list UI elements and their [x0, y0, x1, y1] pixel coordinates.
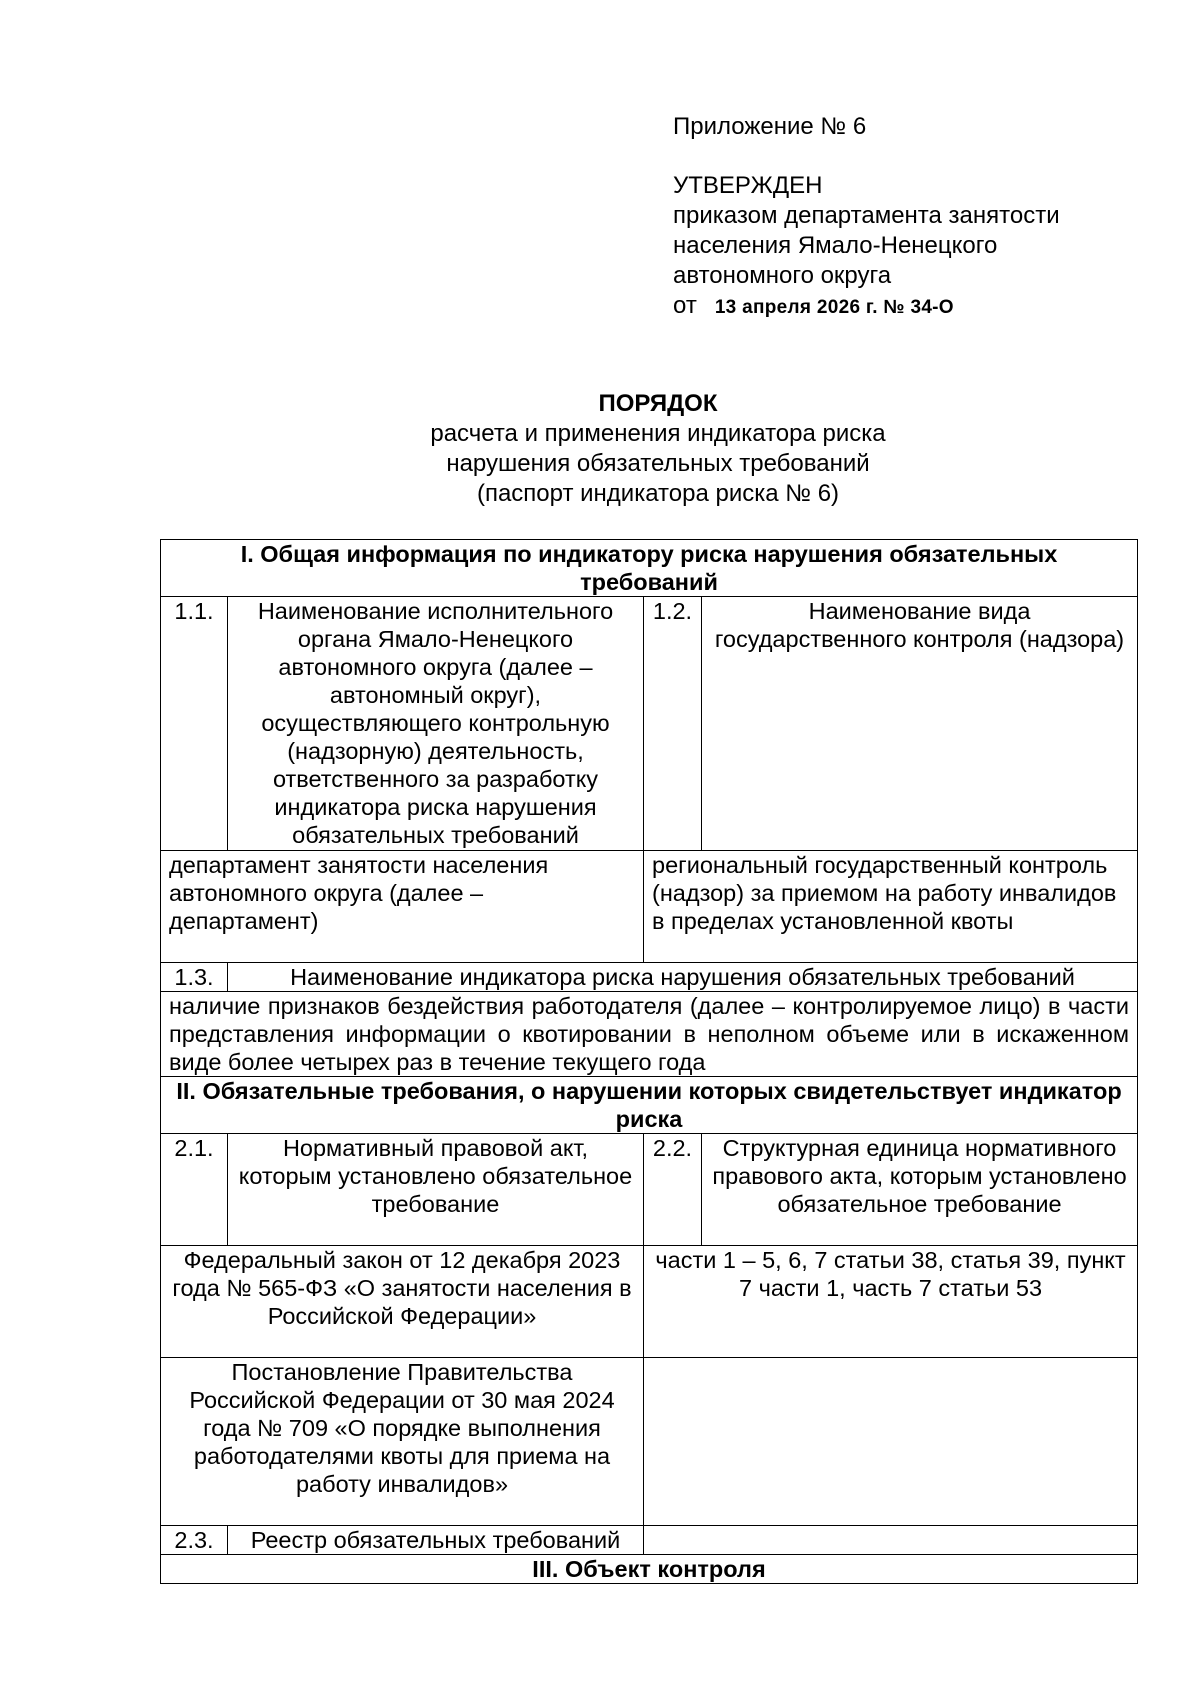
item-number-1-3: 1.3.	[161, 963, 228, 992]
approved-label: УТВЕРЖДЕН	[673, 172, 823, 199]
structural-units-federal-law: части 1 – 5, 6, 7 статьи 38, статья 39, пункт 7 части 1, часть 7 статьи 53	[644, 1246, 1138, 1358]
value-control-type: региональный государственный контроль (надзор) за приемом на работу инвалидов в пределах установленной квоты	[644, 851, 1138, 963]
order-date-number: 13 апреля 2026 г. № 34-О	[714, 297, 954, 318]
item-number-2-3: 2.3.	[161, 1526, 228, 1555]
value-risk-indicator-name: наличие признаков бездействия работодателя (далее – контролируемое лицо) в части представления информации о квотировании в неполном объеме или в искаженном виде более четырех раз в течение текущего года	[161, 992, 1138, 1077]
approval-order-line-1: приказом департамента занятости	[673, 202, 1060, 229]
approval-order-line-3: автономного округа	[673, 262, 892, 289]
value-requirements-registry	[644, 1526, 1138, 1555]
risk-indicator-passport-table	[160, 539, 1138, 1584]
header-legal-act: Нормативный правовой акт, которым установлено обязательное требование	[228, 1134, 644, 1246]
header-executive-body: Наименование исполнительного органа Ямало-Ненецкого автономного округа (далее – автономный округ), осуществляющего контрольную (надзорную) деятельность, ответственного за разработку индикатора риска нарушения обязательных требований	[228, 597, 644, 851]
section-2-header: II. Обязательные требования, о нарушении которых свидетельствует индикатор риска	[161, 1077, 1138, 1134]
item-number-2-2: 2.2.	[644, 1134, 702, 1246]
section-1-header: I. Общая информация по индикатору риска нарушения обязательных требований	[161, 540, 1138, 597]
title-heading: ПОРЯДОК	[598, 390, 718, 417]
approval-order-line-2: населения Ямало-Ненецкого	[673, 232, 998, 259]
header-requirements-registry: Реестр обязательных требований	[228, 1526, 644, 1555]
item-number-2-1: 2.1.	[161, 1134, 228, 1246]
document-title	[0, 389, 1200, 509]
approval-date-line	[673, 291, 1133, 323]
title-line-1: расчета и применения индикатора риска	[430, 420, 886, 447]
title-line-2: нарушения обязательных требований	[446, 450, 870, 477]
legal-act-government-decree: Постановление Правительства Российской Федерации от 30 мая 2024 года № 709 «О порядке выполнения работодателями квоты для приема на работу инвалидов»	[161, 1358, 644, 1526]
header-control-type: Наименование вида государственного контроля (надзора)	[702, 597, 1138, 851]
title-line-3: (паспорт индикатора риска № 6)	[476, 480, 840, 507]
appendix-number: Приложение № 6	[673, 113, 867, 140]
header-structural-unit: Структурная единица нормативного правового акта, которым установлено обязательное требование	[702, 1134, 1138, 1246]
approval-block	[673, 112, 1133, 323]
section-3-header: III. Объект контроля	[161, 1555, 1138, 1584]
structural-units-government-decree	[644, 1358, 1138, 1526]
value-executive-body: департамент занятости населения автономного округа (далее – департамент)	[161, 851, 644, 963]
date-prefix: от	[673, 292, 697, 319]
item-number-1-1: 1.1.	[161, 597, 228, 851]
item-number-1-2: 1.2.	[644, 597, 702, 851]
header-risk-indicator-name: Наименование индикатора риска нарушения обязательных требований	[228, 963, 1138, 992]
legal-act-federal-law: Федеральный закон от 12 декабря 2023 года № 565-ФЗ «О занятости населения в Российской Федерации»	[161, 1246, 644, 1358]
